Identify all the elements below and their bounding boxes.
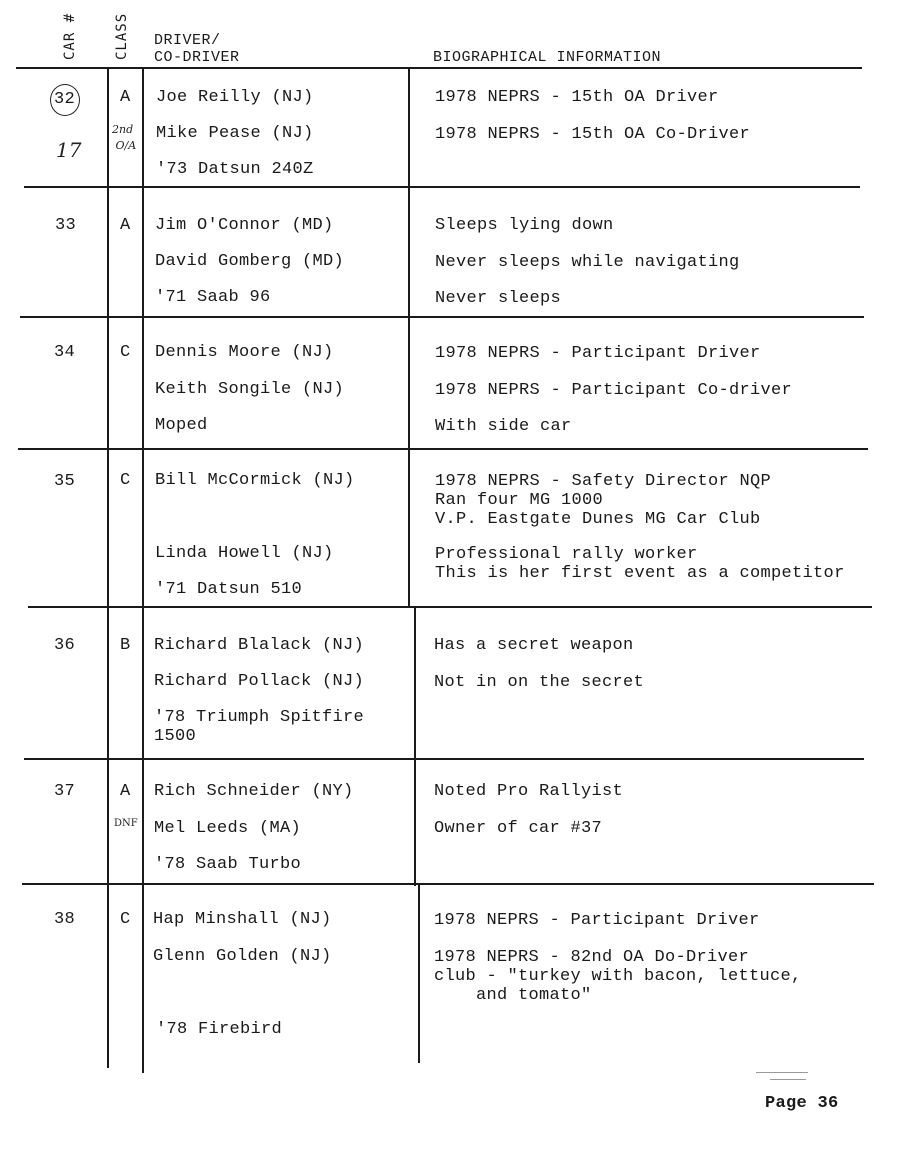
scan-speck: [770, 1079, 806, 1080]
row-divider: [18, 448, 868, 450]
bio-vehicle: With side car: [435, 417, 572, 436]
bio-driver: Has a secret weapon: [434, 636, 634, 655]
class-letter: C: [120, 910, 131, 929]
bio-codriver: 1978 NEPRS - 82nd OA Do-Driver club - "turkey with bacon, lettuce, and tomato": [434, 948, 802, 1005]
driver-name: Hap Minshall (NJ): [153, 910, 332, 929]
row-divider: [22, 883, 874, 885]
bio-codriver: Not in on the secret: [434, 673, 645, 692]
bio-driver: 1978 NEPRS - Participant Driver: [435, 344, 761, 363]
vehicle: Moped: [155, 416, 208, 435]
bio-codriver: Professional rally worker This is her first event as a competitor: [435, 545, 845, 583]
header-bio: BIOGRAPHICAL INFORMATION: [433, 49, 662, 66]
bio-codriver: 1978 NEPRS - Participant Co-driver: [435, 381, 793, 400]
driver-name: Rich Schneider (NY): [154, 782, 354, 801]
vehicle: '71 Datsun 510: [155, 580, 303, 599]
car-number: 33: [55, 216, 77, 235]
bio-vehicle: Never sleeps: [435, 289, 562, 308]
vehicle: '73 Datsun 240Z: [156, 160, 314, 179]
car-number: 38: [54, 910, 76, 929]
class-handwritten-note: DNF: [114, 818, 138, 829]
class-letter: C: [120, 343, 131, 362]
column-rule-car: [107, 68, 109, 1068]
vehicle: '78 Saab Turbo: [154, 855, 302, 874]
vehicle: '71 Saab 96: [155, 288, 271, 307]
bio-codriver: Owner of car #37: [434, 819, 603, 838]
class-letter: A: [120, 782, 131, 801]
class-letter: A: [120, 88, 131, 107]
car-number: 35: [54, 472, 76, 491]
bio-driver: 1978 NEPRS - Safety Director NQP Ran four MG 1000 V.P. Eastgate Dunes MG Car Club: [435, 472, 772, 529]
class-letter: C: [120, 471, 131, 490]
header-driver-line1: DRIVER/: [154, 32, 221, 49]
driver-name: Dennis Moore (NJ): [155, 343, 334, 362]
codriver-name: Mel Leeds (MA): [154, 819, 302, 838]
column-rule-driver: [408, 68, 410, 608]
bio-driver: 1978 NEPRS - Participant Driver: [434, 911, 760, 930]
column-rule-class: [142, 68, 144, 1073]
driver-name: Bill McCormick (NJ): [155, 471, 355, 490]
car-number: 36: [54, 636, 76, 655]
driver-name: Joe Reilly (NJ): [156, 88, 314, 107]
vehicle: '78 Triumph Spitfire 1500: [154, 708, 365, 746]
codriver-name: David Gomberg (MD): [155, 252, 345, 271]
class-handwritten-note: 2nd O/A: [112, 123, 137, 152]
codriver-name: Richard Pollack (NJ): [154, 672, 365, 691]
car-number: 32: [54, 90, 76, 109]
row-divider: [28, 606, 872, 608]
vehicle: '78 Firebird: [156, 1020, 283, 1039]
bio-driver: Noted Pro Rallyist: [434, 782, 624, 801]
column-rule-driver: [418, 883, 420, 1063]
row-divider: [24, 186, 860, 188]
codriver-name: Linda Howell (NJ): [155, 544, 334, 563]
row-divider: [20, 316, 864, 318]
codriver-name: Keith Songile (NJ): [155, 380, 345, 399]
codriver-name: Glenn Golden (NJ): [153, 947, 332, 966]
car-number: 37: [54, 782, 76, 801]
scan-speck: [756, 1072, 808, 1073]
car-handwritten-note: 17: [56, 138, 82, 162]
header-class: CLASS: [114, 12, 130, 60]
header-driver-line2: CO-DRIVER: [154, 49, 240, 66]
driver-name: Richard Blalack (NJ): [154, 636, 365, 655]
class-letter: B: [120, 636, 131, 655]
row-divider: [24, 758, 864, 760]
bio-codriver: Never sleeps while navigating: [435, 253, 740, 272]
car-number: 34: [54, 343, 76, 362]
bio-driver: Sleeps lying down: [435, 216, 614, 235]
bio-driver: 1978 NEPRS - 15th OA Driver: [435, 88, 719, 107]
header-car-number: CAR #: [62, 12, 78, 60]
class-letter: A: [120, 216, 131, 235]
page-number: Page 36: [765, 1094, 839, 1113]
column-rule-driver: [414, 606, 416, 886]
driver-name: Jim O'Connor (MD): [155, 216, 334, 235]
codriver-name: Mike Pease (NJ): [156, 124, 314, 143]
bio-codriver: 1978 NEPRS - 15th OA Co-Driver: [435, 125, 751, 144]
